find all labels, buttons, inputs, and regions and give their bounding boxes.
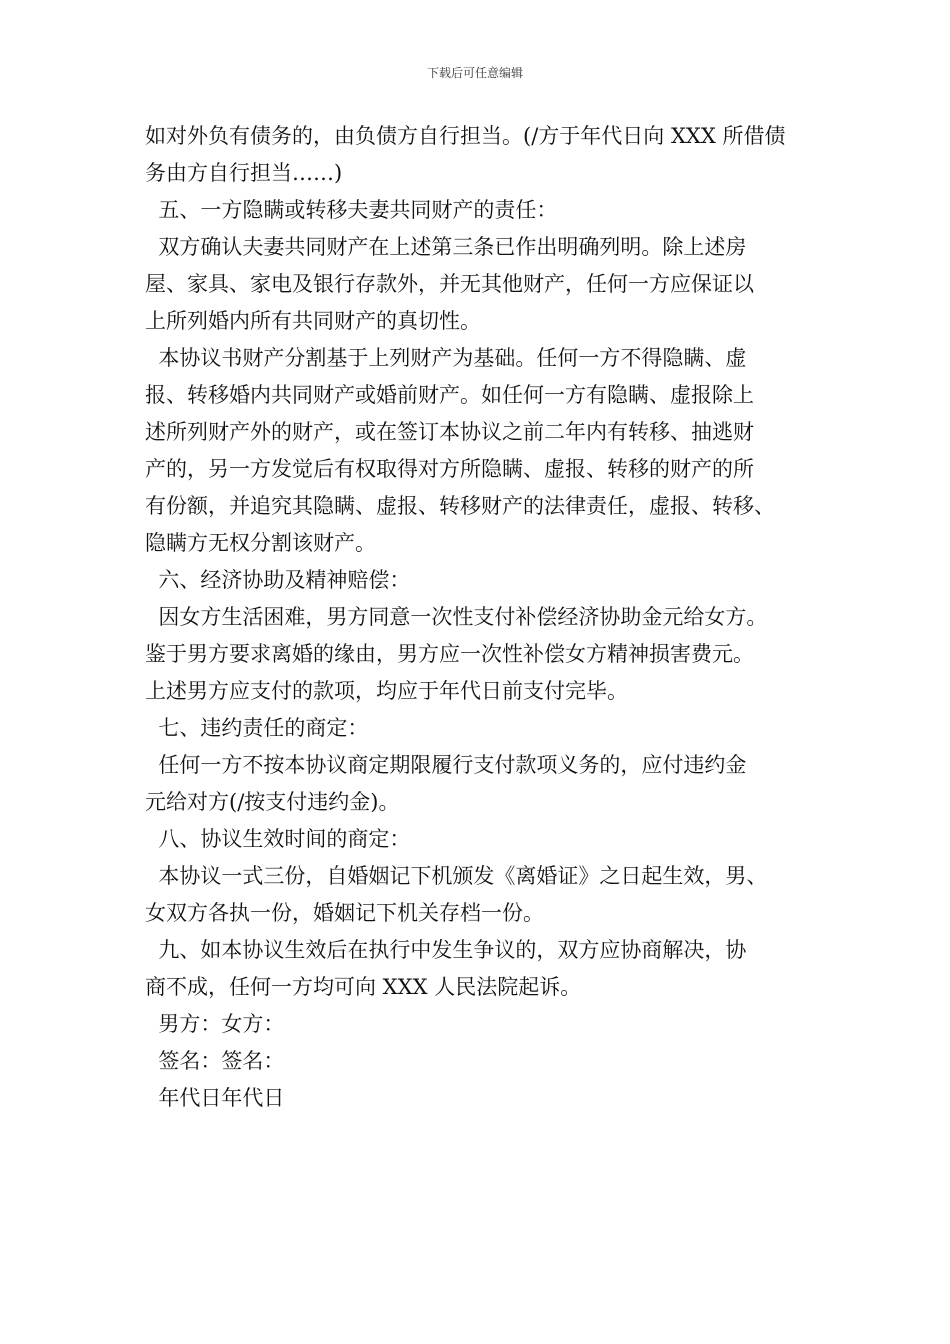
text-line: 隐瞒方无权分割该财产。 xyxy=(145,531,376,555)
text-line: 如对外负有债务的，由负债方自行担当。(/方于年代日向 XXX 所借债 xyxy=(145,124,786,148)
section-heading-9: 九、如本协议生效后在执行中发生争议的，双方应协商解决，协 xyxy=(145,938,747,962)
section-heading-6: 六、经济协助及精神赔偿： xyxy=(145,568,411,592)
text-line: 产的，另一方发觉后有权取得对方所隐瞒、虚报、转移的财产的所 xyxy=(145,457,754,481)
text-line: 鉴于男方要求离婚的缘由，男方应一次性补偿女方精神损害费元。 xyxy=(145,642,754,666)
text-line: 报、转移婚内共同财产或婚前财产。如任何一方有隐瞒、虚报除上 xyxy=(145,383,754,407)
party-line: 男方：女方： xyxy=(145,1012,285,1036)
text-line: 女双方各执一份，婚姻记下机关存档一份。 xyxy=(145,901,544,925)
date-line: 年代日年代日 xyxy=(145,1086,285,1110)
document-body xyxy=(145,118,825,1117)
text-line: 上述男方应支付的款项，均应于年代日前支付完毕。 xyxy=(145,679,628,703)
text-line: 元给对方(/按支付违约金)。 xyxy=(145,790,400,814)
text-line: 因女方生活困难，男方同意一次性支付补偿经济协助金元给女方。 xyxy=(145,605,768,629)
text-line: 述所列财产外的财产，或在签订本协议之前二年内有转移、抽逃财 xyxy=(145,420,754,444)
text-line: 上所列婚内所有共同财产的真切性。 xyxy=(145,309,481,333)
text-line: 双方确认夫妻共同财产在上述第三条已作出明确列明。除上述房 xyxy=(145,235,747,259)
text-line: 本协议书财产分割基于上列财产为基础。任何一方不得隐瞒、虚 xyxy=(145,346,747,370)
text-line: 有份额，并追究其隐瞒、虚报、转移财产的法律责任，虚报、转移、 xyxy=(145,494,775,518)
text-line: 屋、家具、家电及银行存款外，并无其他财产，任何一方应保证以 xyxy=(145,272,754,296)
text-line: 本协议一式三份，自婚姻记下机颁发《离婚证》之日起生效，男、 xyxy=(145,864,768,888)
section-heading-7: 七、违约责任的商定： xyxy=(145,716,369,740)
page-header: 下载后可任意编辑 xyxy=(426,66,523,80)
signature-line: 签名：签名： xyxy=(145,1049,285,1073)
text-line: 任何一方不按本协议商定期限履行支付款项义务的，应付违约金 xyxy=(145,753,747,777)
text-line: 商不成，任何一方均可向 XXX 人民法院起诉。 xyxy=(145,975,582,999)
section-heading-5: 五、一方隐瞒或转移夫妻共同财产的责任： xyxy=(145,198,558,222)
section-heading-8: 八、协议生效时间的商定： xyxy=(145,827,411,851)
text-line: 务由方自行担当……) xyxy=(145,161,343,185)
